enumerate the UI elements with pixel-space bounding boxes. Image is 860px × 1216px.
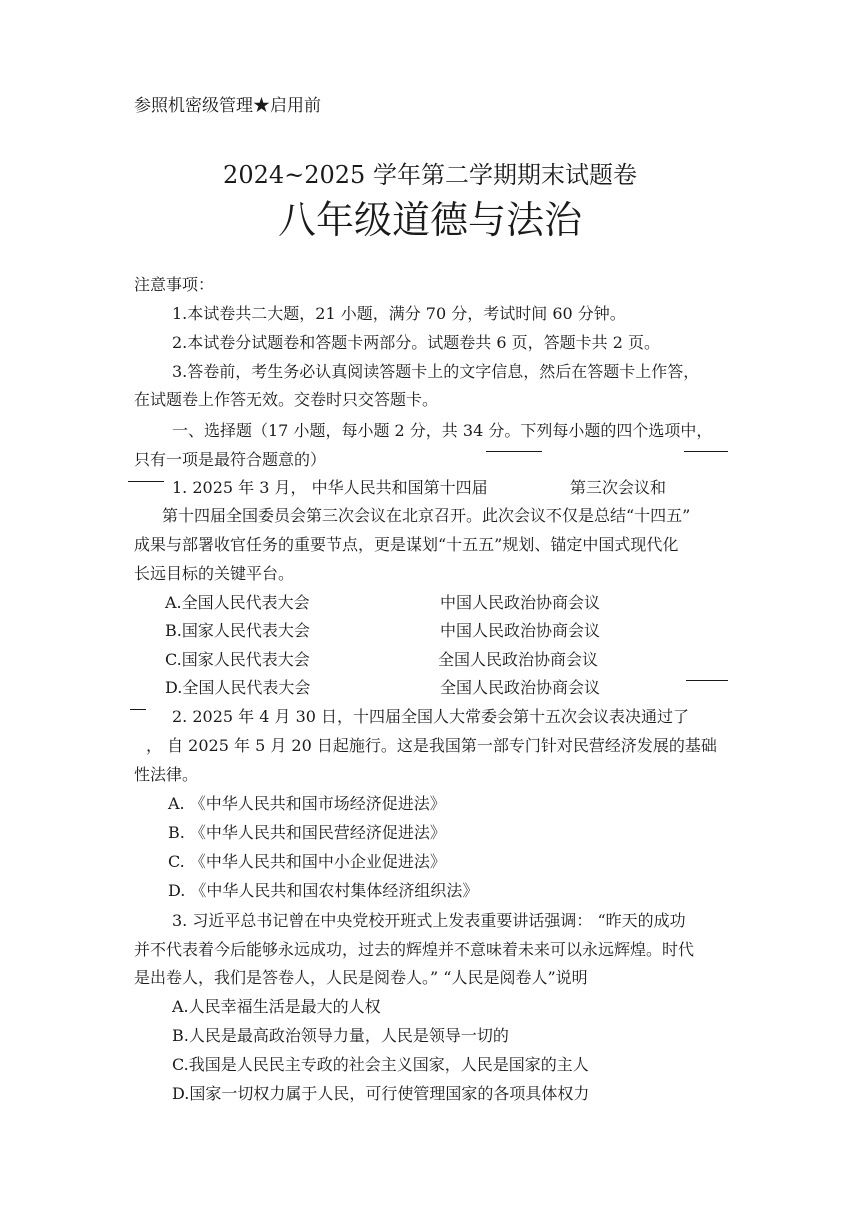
notice-heading: 注意事项： (134, 275, 215, 294)
question-stem: 2. 2025 年 4 月 30 日，十四届全国人大常委会第十五次会议表决通过了 (172, 707, 690, 726)
section-intro: 一、选择题（17 小题，每小题 2 分，共 34 分。下列每小题的四个选项中， (172, 421, 713, 440)
option-b: B. 《中华人民共和国民营经济促进法》 (168, 823, 446, 842)
question-stem: 成果与部署收官任务的重要节点，更是谋划“十五五”规划、锚定中国式现代化 (134, 535, 679, 554)
notice-item: 1.本试卷共二大题，21 小题，满分 70 分，考试时间 60 分钟。 (172, 304, 626, 323)
option-d: D. 《中华人民共和国农村集体经济组织法》 (168, 881, 479, 900)
answer-blank (128, 481, 164, 482)
question-stem: 并不代表着今后能够永远成功，过去的辉煌并不意味着未来可以永远辉煌。时代 (134, 940, 695, 959)
notice-item: 在试题卷上作答无效。交卷时只交答题卡。 (134, 390, 439, 409)
option-a: A. 《中华人民共和国市场经济促进法》 (168, 794, 446, 813)
question-stem: 第十四届全国委员会第三次会议在北京召开。此次会议不仅是总结“十四五” (162, 506, 691, 525)
question-stem: 长远目标的关键平台。 (134, 564, 295, 583)
option-a-second: 中国人民政治协商会议 (440, 593, 601, 612)
question-stem: ， 自 2025 年 5 月 20 日起施行。这是我国第一部专门针对民营经济发展的基础 (146, 736, 717, 755)
question-stem: 3. 习近平总书记曾在中央党校开班式上发表重要讲话强调： “昨天的成功 (172, 911, 686, 930)
option-d: D.全国人民代表大会 (165, 678, 311, 697)
option-b-second: 中国人民政治协商会议 (440, 621, 601, 640)
exam-title: 2024~2025 学年第二学期期末试题卷 (223, 161, 637, 189)
question-stem: 性法律。 (134, 765, 199, 784)
option-b: B.人民是最高政治领导力量，人民是领导一切的 (172, 1026, 509, 1045)
notice-item: 2.本试卷分试题卷和答题卡两部分。试题卷共 6 页，答题卡共 2 页。 (172, 333, 660, 352)
question-stem: 是出卷人，我们是答卷人，人民是阅卷人。” “人民是阅卷人”说明 (134, 968, 588, 987)
option-d-second: 全国人民政治协商会议 (440, 678, 601, 697)
option-a: A.全国人民代表大会 (165, 593, 310, 612)
question-stem: 第三次会议和 (570, 478, 667, 497)
section-intro: 只有一项是最符合题意的） (134, 450, 327, 469)
secret-level-label: 参照机密级管理★启用前 (134, 96, 321, 116)
question-stem: 1. 2025 年 3 月， 中华人民共和国第十四届 (172, 478, 488, 497)
option-c: C.我国是人民民主专政的社会主义国家，人民是国家的主人 (172, 1055, 589, 1074)
option-c: C.国家人民代表大会 (165, 650, 310, 669)
option-a: A.人民幸福生活是最大的人权 (172, 997, 381, 1016)
answer-blank (130, 709, 146, 710)
notice-item: 3.答卷前，考生务必认真阅读答题卡上的文字信息，然后在答题卡上作答， (172, 362, 700, 381)
subject-title: 八年级道德与法治 (277, 198, 582, 242)
option-c: C. 《中华人民共和国中小企业促进法》 (168, 852, 446, 871)
option-b: B.国家人民代表大会 (165, 621, 310, 640)
answer-blank (686, 680, 728, 681)
option-c-second: 全国人民政治协商会议 (438, 650, 599, 669)
option-d: D.国家一切权力属于人民，可行使管理国家的各项具体权力 (172, 1084, 590, 1103)
answer-blank (486, 451, 542, 452)
answer-blank (684, 451, 728, 452)
